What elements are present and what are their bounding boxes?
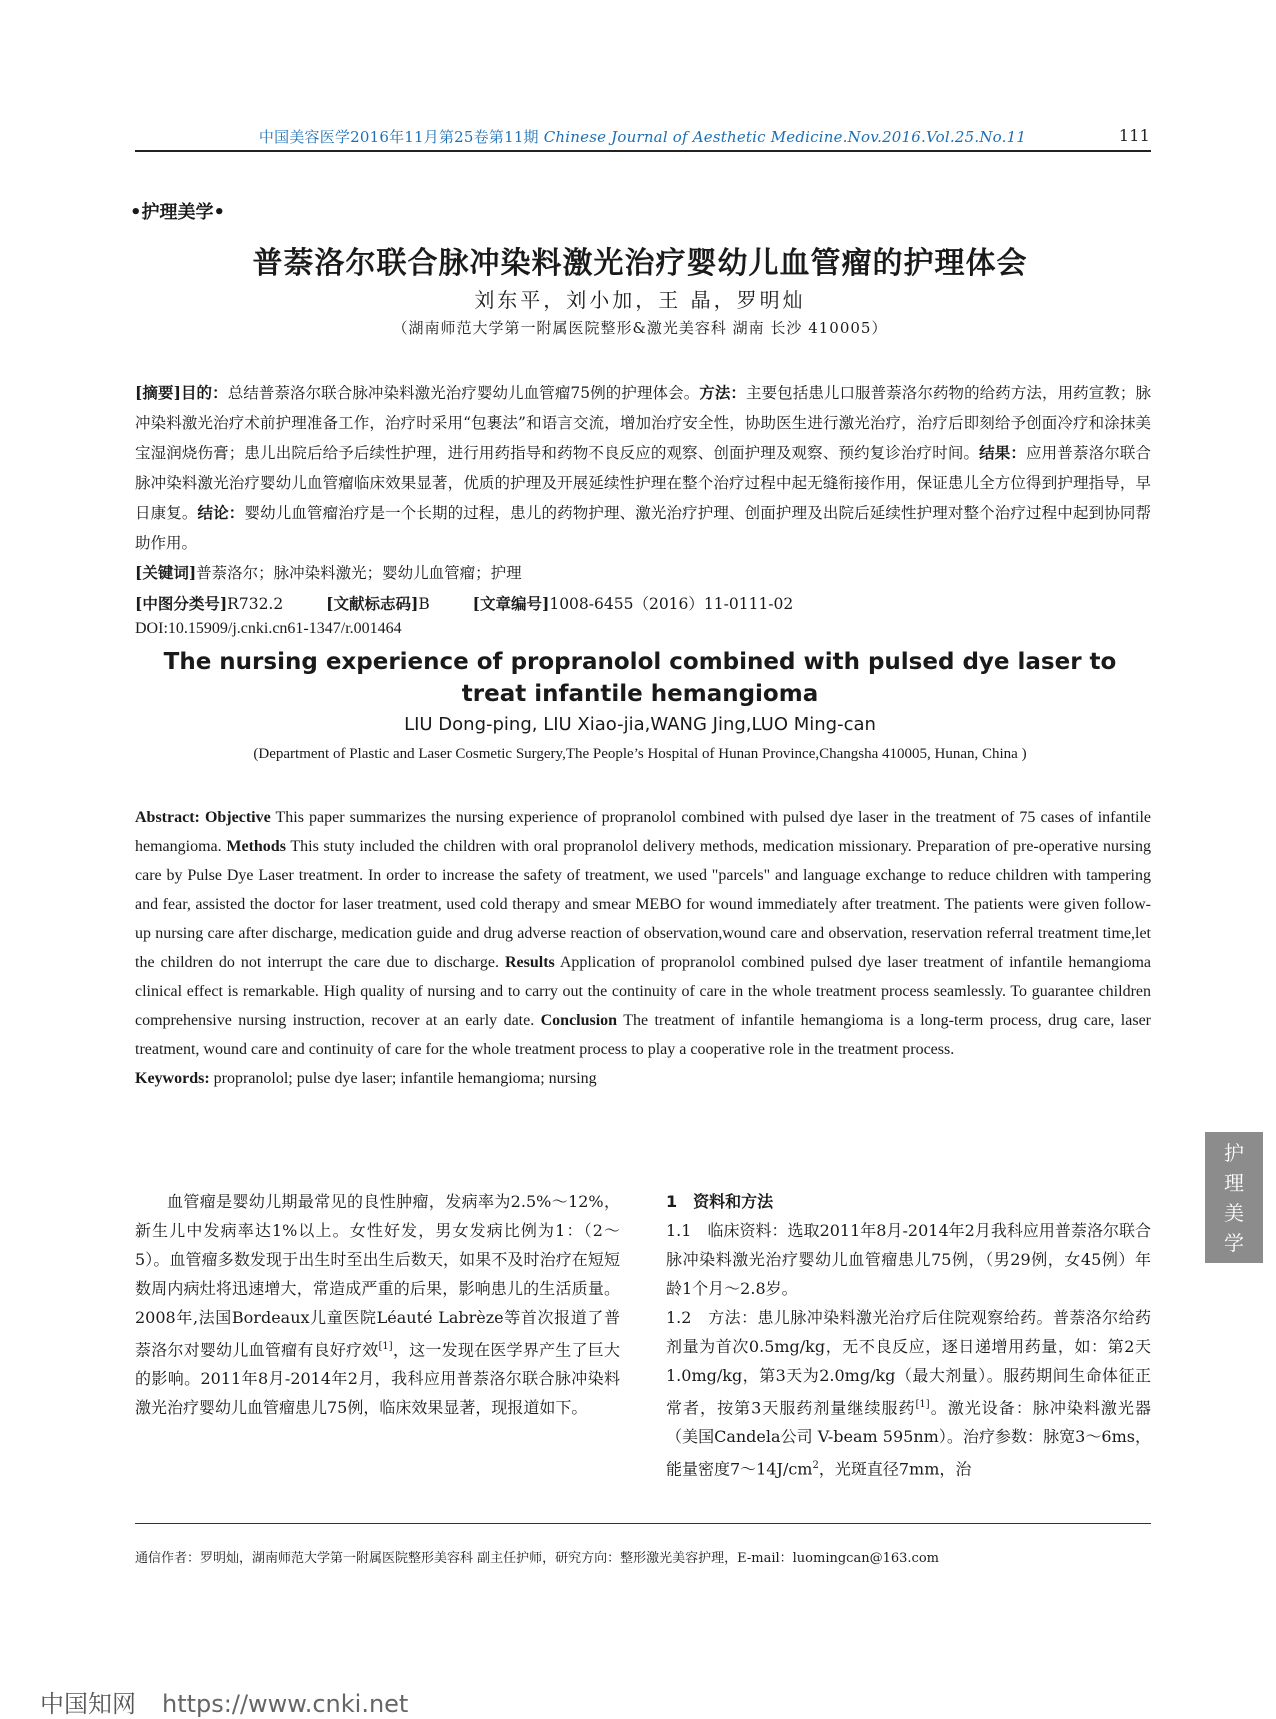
results-en-text: Application of propranolol combined pulsed dye laser treatment of infantile hemangioma clinical effect is remarkable. High quality of nursing and to carry out the continuity of care in the whole treatment process seamlessly. To guarantee children comprehensive nursing instruction, recover at an early date.	[135, 954, 1151, 1029]
corresponding-author-footnote: 通信作者：罗明灿，湖南师范大学第一附属医院整形美容科 副主任护师，研究方向：整形激光美容护理，E-mail：luomingcan@163.com	[135, 1551, 939, 1566]
intro-text-b: ，这一发现在医学界产生了巨大的影响。2011年8月-2014年2月，我科应用普萘洛尔联合脉冲染料激光治疗婴幼儿血管瘤患儿75例，临床效果显著，现报道如下。	[135, 1340, 620, 1418]
running-header	[135, 126, 1150, 147]
journal-name-en: Chinese Journal of Aesthetic Medicine.Nov.2016.Vol.25.No.11	[543, 128, 1027, 146]
clinical-data-paragraph: 1.1 临床资料：选取2011年8月-2014年2月我科应用普萘洛尔联合脉冲染料激光治疗婴幼儿血管瘤患儿75例，（男29例，女45例）年龄1个月～2.8岁。	[666, 1221, 1151, 1298]
methods-label: 方法：	[699, 383, 747, 402]
clc-label: [中图分类号]	[135, 594, 228, 613]
article-title-en: The nursing experience of propranolol combined with pulsed dye laser to treat infantile hemangioma	[163, 649, 1117, 707]
article-no-value: 1008-6455（2016）11-0111-02	[549, 595, 794, 613]
citation-ref: [1]	[915, 1399, 930, 1410]
methods-text: 主要包括患儿口服普萘洛尔药物的给药方法，用药宣教；脉冲染料激光治疗术前护理准备工作，治疗时采用“包裹法”和语言交流，增加治疗安全性，协助医生进行激光治疗，治疗后即刻给予创面冷疗和涂抹美宝湿润烧伤膏；患儿出院后给予后续性护理，进行用药指导和药物不良反应的观察、创面护理及观察、预约复诊治疗时间。	[135, 384, 1151, 462]
keywords-en-text: propranolol; pulse dye laser; infantile hemangioma; nursing	[213, 1070, 597, 1087]
article-title-cn: 普萘洛尔联合脉冲染料激光治疗婴幼儿血管瘤的护理体会	[252, 246, 1028, 281]
affiliation-cn: （湖南师范大学第一附属医院整形&激光美容科 湖南 长沙 410005）	[392, 319, 888, 337]
section-heading: 1 资料和方法	[666, 1192, 774, 1211]
clc-value: R732.2	[227, 595, 284, 613]
cnki-brand: 中国知网	[40, 1690, 136, 1718]
methods-text-b: 。激光设备：脉冲染料激光器（美国Candela公司 V-beam 595nm）。治疗参数：脉宽3～6ms，能量密度7～14J/cm	[666, 1398, 1151, 1479]
methods-text-c: ，光斑直径7mm，治	[818, 1459, 972, 1479]
keywords-text: 普萘洛尔；脉冲染料激光；婴幼儿血管瘤；护理	[196, 564, 522, 582]
page-number: 111	[1118, 126, 1150, 145]
authors-cn: 刘东平，刘小加，王 晶，罗明灿	[474, 288, 806, 312]
objective-en-text: This paper summarizes the nursing experience of propranolol combined with pulsed dye laser in the treatment of 75 cases of infantile hemangioma.	[135, 809, 1152, 855]
authors-en: LIU Dong-ping, LIU Xiao-jia,WANG Jing,LUO Ming-can	[404, 714, 876, 735]
objective-text: 总结普萘洛尔联合脉冲染料激光治疗婴幼儿血管瘤75例的护理体会。	[227, 384, 700, 402]
doc-code-label: [文献标志码]	[326, 594, 419, 613]
keywords-label: [关键词]	[135, 563, 197, 582]
abstract-label: [摘要]	[135, 383, 181, 402]
body-left-column	[135, 1187, 620, 1422]
conclusion-en-text: The treatment of infantile hemangioma is a long-term process, drug care, laser treatment, wound care and continuity of care for the whole treatment process to play a cooperative role in the treatment process.	[135, 1012, 1152, 1058]
section-side-tab	[1205, 1132, 1263, 1263]
intro-paragraph	[135, 1187, 620, 1422]
doc-code-value: B	[418, 595, 430, 613]
cnki-watermark	[40, 1684, 408, 1719]
abstract-en	[135, 803, 1151, 1093]
article-no-label: [文章编号]	[472, 594, 550, 613]
citation-ref: [1]	[378, 1341, 393, 1352]
methods-en-text: This stuty included the children with oral propranolol delivery methods, medication missionary. Preparation of pre-operative nursing care by Pulse Dye Laser treatment. In order to increase the safety of treatment, we used "parcels" and language exchange to reduce children with tampering and fear, assisted the doctor for laser treatment, used cold therapy and smear MEBO for wound immediately after treatment. The patients were given follow-up nursing care after discharge, medication guide and drug adverse reaction of observation,wound care and observation, reservation referral treatment time,let the children do not interrupt the care due to discharge.	[135, 838, 1151, 971]
conclusion-text: 婴幼儿血管瘤治疗是一个长期的过程，患儿的药物护理、激光治疗护理、创面护理及出院后延续性护理对整个治疗过程中起到协同帮助作用。	[135, 504, 1151, 552]
results-en-label: Results	[505, 954, 555, 971]
footnote-rule	[135, 1523, 1151, 1524]
doi: DOI:10.15909/j.cnki.cn61-1347/r.001464	[135, 620, 402, 637]
conclusion-label: 结论：	[197, 503, 245, 522]
methods-text-a: 1.2 方法：患儿脉冲染料激光治疗后住院观察给药。普萘洛尔给药剂量为首次0.5mg/kg，无不良反应，逐日递增用药量，如：第2天1.0mg/kg，第3天为2.0mg/kg（最大剂量）。服药期间生命体征正常者，按第3天服药剂量继续服药	[666, 1308, 1151, 1418]
results-text: 应用普萘洛尔联合脉冲染料激光治疗婴幼儿血管瘤临床效果显著，优质的护理及开展延续性护理在整个治疗过程中起无缝衔接作用，保证患儿全方位得到护理指导，早日康复。	[135, 444, 1151, 522]
results-label: 结果：	[979, 443, 1027, 462]
header-rule	[135, 150, 1151, 152]
abstract-cn	[135, 378, 1151, 558]
affiliation-en: (Department of Plastic and Laser Cosmetic Surgery,The People’s Hospital of Hunan Province,Changsha 410005, Hunan, China )	[253, 746, 1027, 762]
objective-en-label: Objective	[204, 809, 271, 826]
classification-line	[135, 592, 793, 614]
body-right-column	[666, 1187, 1151, 1484]
section-tag: •护理美学•	[130, 202, 226, 223]
unit-superscript: 2	[812, 1460, 819, 1472]
conclusion-en-label: Conclusion	[540, 1012, 618, 1029]
keywords-cn	[135, 561, 522, 583]
keywords-en-label: Keywords:	[135, 1070, 210, 1087]
side-tab-label: 护理美学	[1224, 1141, 1244, 1255]
objective-label: 目的：	[180, 383, 228, 402]
methods-en-label: Methods	[226, 838, 286, 855]
journal-name-cn: 中国美容医学2016年11月第25卷第11期	[258, 128, 539, 146]
methods-paragraph	[666, 1303, 1151, 1484]
abstract-en-label: Abstract:	[135, 809, 200, 826]
cnki-url[interactable]: https://www.cnki.net	[162, 1690, 409, 1718]
intro-text-a: 血管瘤是婴幼儿期最常见的良性肿瘤，发病率为2.5%～12%，新生儿中发病率达1%以上。女性好发，男女发病比例为1：（2～5）。血管瘤多数发现于出生时至出生后数天，如果不及时治疗在短短数周内病灶将迅速增大，常造成严重的后果，影响患儿的生活质量。2008年,法国Bordeaux儿童医院Léauté Labrèze等首次报道了普萘洛尔对婴幼儿血管瘤有良好疗效	[135, 1192, 620, 1360]
